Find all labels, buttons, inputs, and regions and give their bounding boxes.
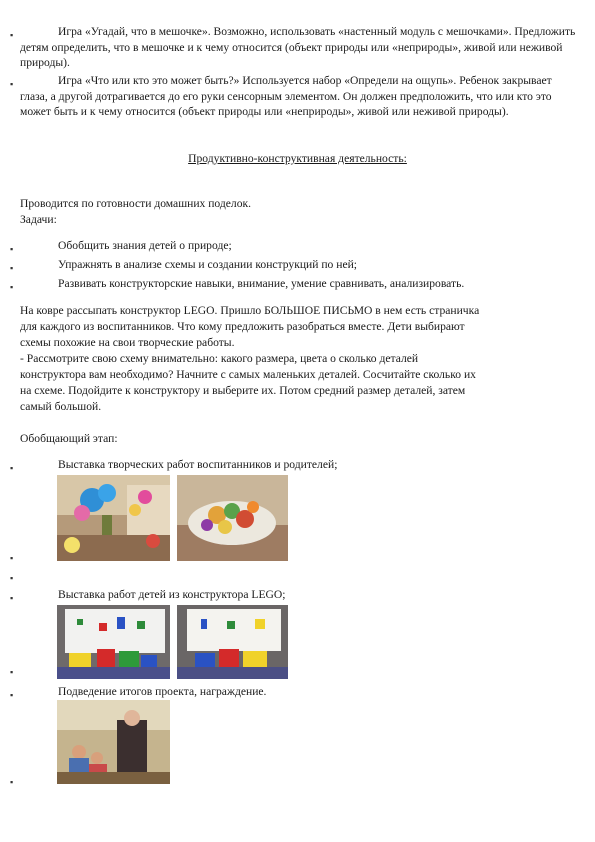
bullet: ▪ <box>10 593 14 603</box>
lego-line: самый большой. <box>20 400 102 413</box>
section-heading: Продуктивно-конструктивная деятельность: <box>188 152 407 165</box>
lego-photo-2 <box>177 605 288 679</box>
lego-photo-1 <box>57 605 170 679</box>
game-paragraph-2: Игра «Что или кто это может быть?» Используется набор «Определи на ощупь». Ребенок закрывает глаза, а другой дотрагивается до его руки сенсорным элементом. Он должен предположить, что или кто это может быть и к чему относится (объект природы или «неприроды», живой или неживой природы). <box>20 74 552 118</box>
bullet: ▪ <box>10 244 14 254</box>
bullet: ▪ <box>10 282 14 292</box>
lego-line: На ковре рассыпать конструктор LEGO. Пришло БОЛЬШОЕ ПИСЬМО в нем есть страничка <box>20 304 480 317</box>
crafts-photo-1 <box>57 475 170 561</box>
bullet: ▪ <box>10 690 14 700</box>
task-item-2: Упражнять в анализе схемы и создании конструкций по ней; <box>58 258 358 271</box>
bullet: ▪ <box>10 777 14 787</box>
awards-photo <box>57 700 170 784</box>
final-item-1: Выставка творческих работ воспитанников и родителей; <box>58 458 338 471</box>
bullet: ▪ <box>10 667 14 677</box>
final-item-3: Подведение итогов проекта, награждение. <box>58 685 267 698</box>
lego-line: - Рассмотрите свою схему внимательно: какого размера, цвета о сколько деталей <box>20 352 419 365</box>
lego-line: конструктора вам необходимо? Начните с самых маленьких деталей. Сосчитайте сколько их <box>20 368 476 381</box>
crafts-photo-2 <box>177 475 288 561</box>
tasks-label: Задачи: <box>20 213 57 226</box>
final-stage-label: Обобщающий этап: <box>20 432 118 445</box>
intro-line: Проводится по готовности домашних поделок. <box>20 197 252 210</box>
bullet: ▪ <box>10 263 14 273</box>
lego-line: схемы похожие на свои творческие работы. <box>20 336 235 349</box>
final-item-2: Выставка работ детей из конструктора LEGO; <box>58 588 286 601</box>
task-item-3: Развивать конструкторские навыки, внимание, умение сравнивать, анализировать. <box>58 277 465 290</box>
bullet: ▪ <box>10 30 14 40</box>
bullet: ▪ <box>10 463 14 473</box>
game-paragraph-1: Игра «Угадай, что в мешочке». Возможно, использовать «настенный модуль с мешочками». Предложить детям определить, что в мешочке и к чему относится (объект природы или «неприроды», живой или неживой природы). <box>20 25 576 69</box>
bullet: ▪ <box>10 79 14 89</box>
bullet: ▪ <box>10 553 14 563</box>
lego-line: на схеме. Подойдите к конструктору и выберите их. Потом средний размер деталей, затем <box>20 384 466 397</box>
task-item-1: Обобщить знания детей о природе; <box>58 239 232 252</box>
bullet: ▪ <box>10 573 14 583</box>
lego-line: для каждого из воспитанников. Что кому предложить разобраться вместе. Дети выбирают <box>20 320 465 333</box>
